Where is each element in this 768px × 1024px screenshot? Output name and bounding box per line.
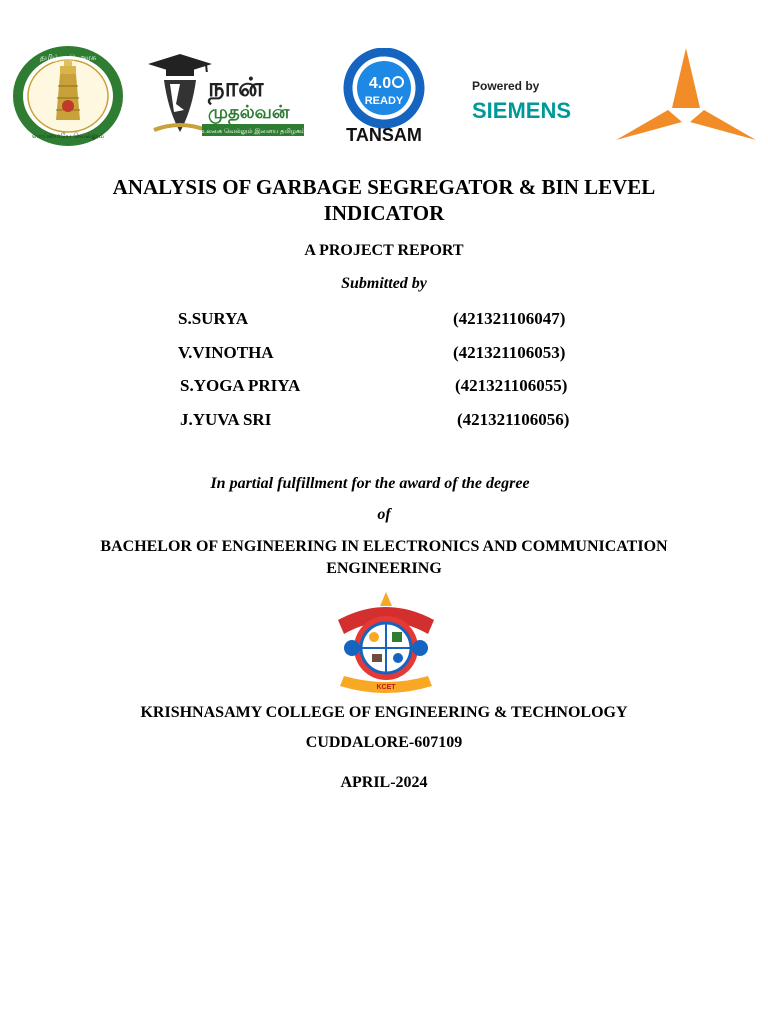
naan-text: நான்: [208, 72, 264, 102]
tansam-badge-top: 4.0: [368, 75, 392, 92]
tansam-name: TANSAM: [346, 125, 422, 145]
naan-mudhalvan-logo: [146, 50, 308, 142]
tansam-badge-bottom: READY: [364, 95, 404, 107]
mudhalvan-text: முதல்வன்: [208, 102, 290, 122]
report-title: [0, 174, 768, 226]
tansam-logo: [330, 48, 438, 146]
emblem-ring-text: தமிழ்நாடு அரசு: [39, 53, 97, 62]
college-location: CUDDALORE-607109: [305, 734, 463, 751]
student-name: V.VINOTHA: [178, 343, 274, 362]
of-text: of: [377, 506, 391, 523]
title-line-1: ANALYSIS OF GARBAGE SEGREGATOR & BIN LEVEL: [112, 175, 656, 199]
tidco-logo: [612, 46, 760, 142]
report-date: APRIL-2024: [340, 774, 428, 791]
student-name: J.YUVA SRI: [180, 410, 272, 429]
logo-row: [0, 40, 768, 150]
siemens-name: SIEMENS: [472, 98, 572, 123]
naan-mudhalvan-tagline: உலகை வெல்லும் இளைய தமிழகம்: [200, 128, 306, 135]
title-line-2: INDICATOR: [323, 201, 445, 225]
degree-line-1: BACHELOR OF ENGINEERING IN ELECTRONICS AND COMMUNICATION: [100, 538, 668, 555]
degree-name: [0, 536, 768, 580]
student-reg: (421321106056): [457, 410, 570, 429]
powered-by-text: Powered by: [472, 79, 540, 93]
fulfillment-text: In partial fulfillment for the award of the degree: [210, 475, 530, 492]
college-emblem-logo: [334, 590, 438, 700]
siemens-logo: [470, 74, 582, 124]
degree-line-2: ENGINEERING: [326, 560, 442, 577]
submitted-by: Submitted by: [341, 275, 427, 292]
student-name: S.YOGA PRIYA: [180, 376, 301, 395]
student-reg: (421321106055): [455, 376, 568, 395]
emblem-motto-text: வாய்மையே வெல்லும்: [31, 133, 105, 140]
student-reg: (421321106047): [453, 309, 566, 328]
tidco-name: TIDCO: [675, 129, 697, 136]
tamil-nadu-emblem-logo: [12, 46, 124, 146]
student-reg: (421321106053): [453, 343, 566, 362]
college-name: KRISHNASAMY COLLEGE OF ENGINEERING & TECHNOLOGY: [140, 704, 628, 721]
college-ribbon-text: KCET: [376, 684, 396, 691]
student-name: S.SURYA: [178, 309, 249, 328]
report-type: A PROJECT REPORT: [304, 242, 464, 259]
